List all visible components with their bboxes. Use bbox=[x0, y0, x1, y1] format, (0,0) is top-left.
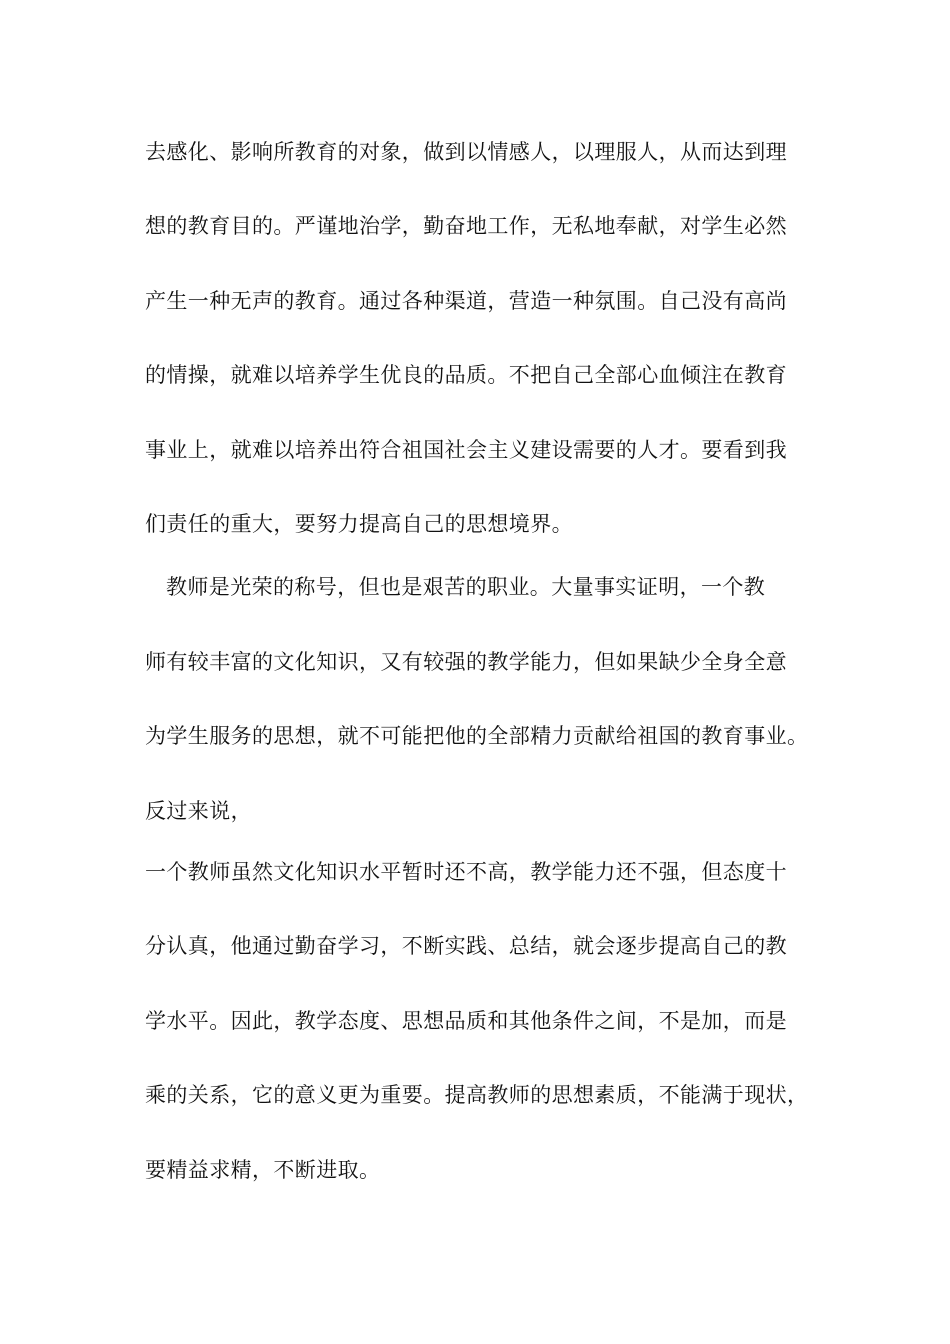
text-line: 去感化、影响所教育的对象，做到以情感人，以理服人，从而达到理 bbox=[145, 140, 787, 164]
text-line: 想的教育目的。严谨地治学，勤奋地工作，无私地奉献，对学生必然 bbox=[145, 214, 787, 238]
text-line: 乘的关系，它的意义更为重要。提高教师的思想素质，不能满于现状， bbox=[145, 1083, 809, 1107]
text-line: 反过来说， bbox=[145, 799, 252, 823]
text-line: 一个教师虽然文化知识水平暂时还不高，教学能力还不强，但态度十 bbox=[145, 860, 787, 884]
text-line: 师有较丰富的文化知识，又有较强的教学能力，但如果缺少全身全意 bbox=[145, 650, 787, 674]
text-line: 事业上，就难以培养出符合祖国社会主义建设需要的人才。要看到我 bbox=[145, 438, 787, 462]
text-line: 的情操，就难以培养学生优良的品质。不把自己全部心血倾注在教育 bbox=[145, 363, 787, 387]
paragraph-first-line: 教师是光荣的称号，但也是艰苦的职业。大量事实证明，一个教 bbox=[166, 575, 766, 599]
text-line: 为学生服务的思想，就不可能把他的全部精力贡献给祖国的教育事业。 bbox=[145, 724, 809, 748]
text-line: 分认真，他通过勤奋学习，不断实践、总结，就会逐步提高自己的教 bbox=[145, 934, 787, 958]
text-line: 学水平。因此，教学态度、思想品质和其他条件之间，不是加，而是 bbox=[145, 1009, 787, 1033]
text-line: 产生一种无声的教育。通过各种渠道，营造一种氛围。自己没有高尚 bbox=[145, 289, 787, 313]
text-line: 要精益求精，不断进取。 bbox=[145, 1158, 381, 1182]
text-line: 们责任的重大，要努力提高自己的思想境界。 bbox=[145, 512, 573, 536]
